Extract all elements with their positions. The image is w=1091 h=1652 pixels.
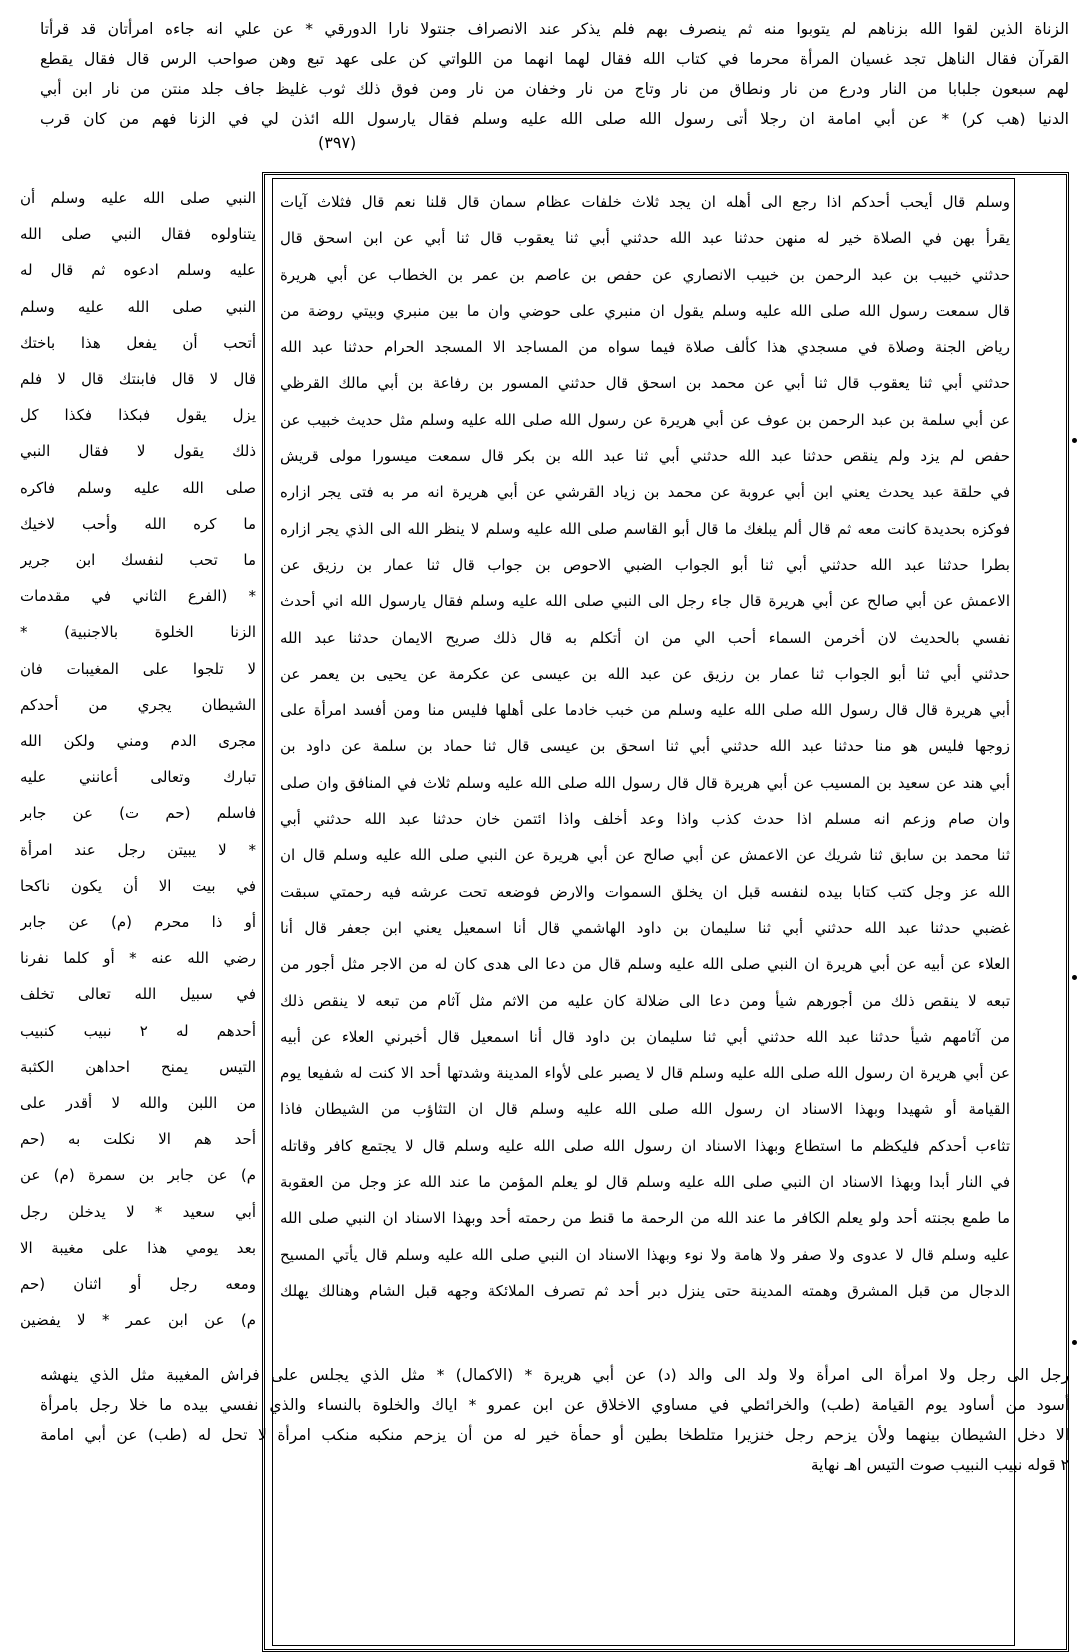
main-line: يقرأ بهن في الصلاة خير له منهن حدثنا عبد الله حدثني أبي ثنا يعقوب قال ثنا أبي عن ابن اسحق قال [280,229,1010,248]
main-line: في النار أبدا وبهذا الاسناد ان النبي صلى الله عليه وسلم قال لو يعلم المؤمن ما عند الله عز وجل من العقوبة [280,1173,1010,1192]
side-line: أحدهم له ٢ نبيب كنبيب [20,1021,256,1040]
main-line: من آثامهم شيأ حدثنا عبد الله حدثني أبي ثنا سليمان بن داود قال أنا اسمعيل قال أخبرني العلاء عن أبيه [280,1027,1010,1046]
main-line: وسلم قال أيحب أحدكم اذا رجع الى أهله ان يجد ثلاث خلفات عظام سمان قال قلنا نعم قال فثلاث آيات [280,193,1010,211]
side-line: في سبيل الله تعالى تخلف [20,985,256,1004]
side-line: قال لا قال فابنتك قال لا فلم [20,370,256,389]
side-line: الزنا الخلوة بالاجنبية) * [20,623,256,642]
margin-dot [1072,1340,1077,1345]
main-line: عليه وسلم قال لا عدوى ولا صفر ولا هامة ولا نوء وبهذا الاسناد ان النبي صلى الله عليه وسلم قال يأتي المسيح [280,1245,1010,1264]
side-line: أحد هم الا نكلت به (حم [20,1130,256,1149]
main-line: فوكزه بحديدة كانت معه ثم قال ألم يبلغك ما قال أبو القاسم صلى الله عليه وسلم لا ينظر الله الى الذي يجر ازاره [280,519,1010,538]
margin-dot [1072,975,1077,980]
main-line: بطرا حدثنا عبد الله حدثني أبي ثنا أبو الجواب الضبي الاحوص بن جواب قال ثنا عمار بن رزيق عن [280,555,1010,574]
side-line: عليه وسلم ادعوه ثم قال له [20,261,256,280]
side-line: الشيطان يجري من أحدكم [20,695,256,714]
side-line: يتناولوه فقال النبي صلى الله [20,225,256,244]
side-line: م) عن ابن عمر * لا يفضين [20,1311,256,1330]
main-line: الدجال من قبل المشرق وهمته المدينة حتى ينزل دبر أحد ثم تصرف الملائكة وجهه قبل الشام وهنالك يهلك [280,1281,1010,1300]
side-line: ذلك يقول لا فقال النبي [20,442,256,461]
side-line: بعد يومي هذا على مغيبة الا [20,1238,256,1257]
page-number: (٣٩٧) [318,133,357,152]
main-line: حدثني أبي ثنا أبو الجواب ثنا عمار بن رزيق عن عبد الله بن عيسى عن عكرمة عن يحيى بن يعمر عن [280,664,1010,683]
side-line: التيس يمنح احداهن الكثبة [20,1057,256,1076]
main-line: الله عز وجل كتب كتابا بيده لنفسه قبل ان يخلق السموات والارض فوضعه تحت عرشه فيه رحمتي سبقت [280,882,1010,901]
side-line: مجرى الدم ومني ولكن الله [20,732,256,751]
main-line: العلاء عن أبيه عن أبي هريرة ان النبي صلى الله عليه وسلم قال من دعا الى هدى كان له من الاجر مثل أجور من [280,955,1010,974]
bottom-line: رجل الى رجل ولا امرأة الى امرأة ولا ولد الى والد (د) عن أبي هريرة * (الاكمال) * مثل الذي يجلس على فراش المغيبة مثل الذي ينهشه [40,1366,1069,1384]
side-line: في بيت الا أن يكون ناكحا [20,876,256,895]
side-line: * (الفرع الثاني في مقدمات [20,587,256,606]
side-line: يزل يقول فبكذا فكذا كل [20,406,256,425]
bottom-line: أسود من أساود يوم القيامة (طب) والخرائطي في مساوي الاخلاق عن ابن عمرو * اياك والخلوة بالنساء والذي نفسي بيده ما خلا رجل بامرأة [40,1396,1069,1414]
top-line: القرآن فقال الناهل تجد غسيان المرأة محرما في كتاب الله فقال لهما انهما من اللواتي كن على عهد تبع وهن صواحب الرس قال فقال يقطع [40,50,1069,68]
margin-dot [1072,438,1077,443]
side-line: النبي صلى الله عليه وسلم [20,297,256,316]
side-line: لا تلجوا على المغيبات فان [20,659,256,678]
side-line: أتحب أن يفعل هذا باختك [20,333,256,352]
top-line-text: الدنيا (هب كر) * عن أبي امامة ان رجلا أتى رسول الله صلى الله عليه وسلم فقال يارسول الله ائذن لي في الزنا فهم من كان قرب [40,110,1069,128]
main-line: نفسي بالحديث لان أخرمن السماء أحب الي من ان أتكلم به قال ذلك صريح الايمان حدثنا عبد الله [280,628,1010,647]
main-line: أبي هريرة قال قال رسول الله صلى الله عليه وسلم من خبب خادما على أهلها فليس منا ومن أفسد امرأة على [280,701,1010,720]
main-line: حدثني أبي ثنا يعقوب قال ثنا أبي عن محمد بن اسحق قال حدثني المسور بن رفاعة بن أبي مالك القرظي [280,374,1010,393]
main-line: قال سمعت رسول الله صلى الله عليه وسلم يقول ان منبري على حوضي وان ما بين منبري وبيتي روضة من [280,301,1010,320]
main-line: عن أبي هريرة ان رسول الله صلى الله عليه وسلم قال لا يصبر على لأواء المدينة وشدتها أحد الا كنت له شفيعا يوم [280,1064,1010,1083]
main-line: زوجها فليس هو منا حدثنا عبد الله حدثني أبي ثنا اسحق بن عيسى قال ثنا حماد بن سلمة عن داود بن [280,737,1010,756]
main-line: القيامة أو شهيدا وبهذا الاسناد ان رسول الله صلى الله عليه وسلم قال ان التثاؤب من الشيطان فاذا [280,1100,1010,1119]
side-line: رضي الله عنه * أو كلما نفرنا [20,949,256,968]
bottom-text [40,1360,1069,1590]
top-text [40,14,1069,166]
main-line: أبي هند عن سعيد بن المسيب عن أبي هريرة قال قال رسول الله صلى الله عليه وسلم ثلاث في المنافق وان صلى [280,773,1010,792]
footnote: ٢ قوله نبيب النبيب صوت التيس اهـ نهاية [810,1456,1069,1474]
side-line: صلى الله عليه وسلم فاكره [20,478,256,497]
top-line: الزناة الذين لقوا الله بزناهم لم يتوبوا منه ثم ينصرف بهم فلم يذكر عند الانصراف جنتولا نارا الدورقي * عن علي انه جاءه امرأتان قد قرأتا [40,20,1069,38]
side-line: فاسلم (حم ت) عن جابر [20,804,256,823]
top-line [40,104,1069,134]
main-line: ما طمع بجنته أحد ولو يعلم الكافر ما عند الله من الرحمة ما قنط من رحمته أحد وبهذا الاسناد ان النبي صلى الله [280,1209,1010,1228]
main-line: حفص لم يزد ولم ينقص حدثنا عبد الله حدثني أبي ثنا عبد الله بن بكر قال سمعت ميسورا مولى قريش [280,447,1010,466]
main-line: في حلقة عبد يحدث يعني ابن أبي عروبة عن محمد بن زياد القرشي عن أبي هريرة انه مر به فتى يجر ازاره [280,483,1010,502]
main-line: حدثني خبيب بن عبد الرحمن بن خبيب الانصاري عن حفص بن عاصم بن عمر بن الخطاب عن أبي هريرة [280,265,1010,284]
bottom-line: الا دخل الشيطان بينهما ولأن يزحم رجل خنزيرا متلطخا بطين أو حمأة خير له من أن يزحم منكبه منكب امرأة لا تحل له (طب) عن أبي امامة [40,1426,1069,1444]
side-line: ما كره الله وأحب لاخيك [20,514,256,533]
side-line: النبي صلى الله عليه وسلم أن [20,189,256,207]
main-line: تبعه لا ينقص ذلك من أجورهم شيأ ومن دعا الى ضلالة كان عليه من الاثم مثل آثام من تبعه لا ينقص ذلك [280,991,1010,1010]
top-line: لهم سبعون جلبابا من النار ودرع من نار ونطاق من نار وتاج من نار وخفان من نار ومن فوق ذلك ثوب غليظ جاف جلد منتن من نار ابن أبي [40,80,1069,98]
side-line: أبي سعيد * لا يدخلن رجل [20,1202,256,1221]
main-line: الاعمش عن أبي صالح عن أبي هريرة قال جاء رجل الى النبي صلى الله عليه وسلم فقال يارسول الله اني أحدث [280,592,1010,611]
side-line: * لا يبيتن رجل عند امرأة [20,840,256,859]
main-line: عن أبي سلمة بن عبد الرحمن بن عوف عن أبي هريرة عن رسول الله صلى الله عليه وسلم مثل حديث خبيب عن [280,410,1010,429]
side-line: أو ذا محرم (م) عن جابر [20,913,256,932]
side-line: ومعه رجل أو اثنان (حم [20,1275,256,1294]
side-line: تبارك وتعالى أعانني عليه [20,768,256,787]
side-line: م) عن جابر بن سمرة (م) عن [20,1166,256,1185]
main-line: ثنا محمد بن سابق ثنا شريك عن الاعمش عن أبي صالح عن أبي هريرة عن النبي صلى الله عليه وسلم قال ان [280,846,1010,865]
main-line: وان صام وزعم انه مسلم اذا حدث كذب واذا وعد أخلف واذا ائتمن خان حدثنا عبد الله حدثني أبي [280,810,1010,829]
main-line: رياض الجنة وصلاة في مسجدي هذا كألف صلاة فيما سواه من المساجد الا المسجد الحرام حدثنا عبد الله [280,338,1010,357]
main-line: غضبي حدثنا عبد الله حدثني أبي ثنا سليمان بن داود الهاشمي قال أنا اسمعيل يعني ابن جعفر قال أنا [280,918,1010,937]
main-line: تثاءب أحدكم فليكظم ما استطاع وبهذا الاسناد ان رسول الله صلى الله عليه وسلم قال لا يجتمع كافر وقاتله [280,1136,1010,1155]
side-line: ما تحب لنفسك ابن جرير [20,551,256,570]
side-line: من اللبن والله لا أقدر على [20,1094,256,1113]
